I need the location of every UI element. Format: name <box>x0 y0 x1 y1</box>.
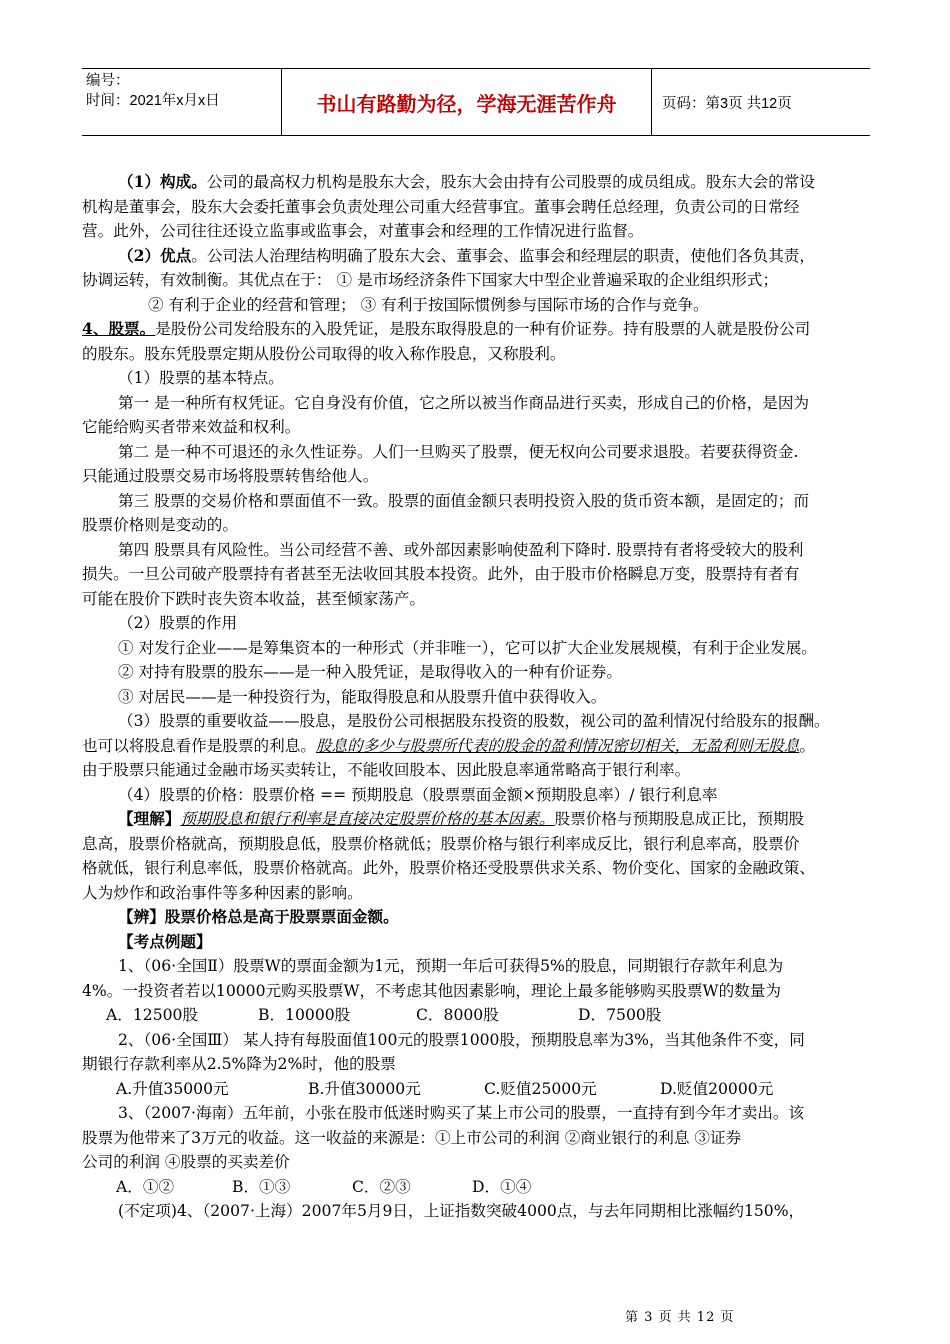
paragraph-line <box>82 244 872 269</box>
paragraph-line: 只能通过股票交易市场将股票转售给他人。 <box>82 467 379 485</box>
text: 也可以将股息看作是股票的利息。 <box>82 736 316 755</box>
paragraph-line: 第四 股票具有风险性。当公司经营不善、或外部因素影响使盈利下降时. 股票持有者将受较大的股利 <box>118 540 804 559</box>
paragraph-line: （3）股票的重要收益——股息，是股份公司根据股东投资的股数，视公司的盈利情况付给股东的报酬。 <box>118 712 830 730</box>
page-header <box>82 68 870 136</box>
question-line: 4%。一投资者若以10000元购买股票W，不考虑其他因素影响，理论上最多能够购买股票W的数量为 <box>82 981 781 1000</box>
paragraph-line: 损失。一旦公司破产股票持有者甚至无法收回其股本投资。此外，由于股市价格瞬息万变，股票持有者有 <box>82 565 800 583</box>
question-line: 3、（2007·海南）五年前，小张在股市低迷时购买了某上市公司的股票，一直持有到今年才卖出。该 <box>118 1104 805 1122</box>
paragraph-line: 协调运转，有效制衡。其优点在于： ① 是市场经济条件下国家大中型企业普遍采取的企业组织形式； <box>82 271 779 289</box>
question-line: 2、（06·全国Ⅲ） 某人持有每股面值100元的股票1000股，预期股息率为3%，当其他条件不变，同 <box>118 1030 805 1049</box>
question-line: 1、（06·全国Ⅱ）股票W的票面金额为1元，预期一年后可获得5%的股息，同期银行存款年利息为 <box>118 957 784 975</box>
subheading: （1）股票的基本特点。 <box>118 369 284 387</box>
question-line: 期银行存款利率从2.5%降为2%时，他的股票 <box>82 1055 396 1073</box>
text: 。 <box>799 736 815 755</box>
option: D．①④ <box>472 1177 532 1196</box>
bold-term: 【理解】 <box>118 809 181 828</box>
options-line <box>82 1175 872 1200</box>
number-label: 编号： <box>86 73 130 89</box>
text: 。公司法人治理结构明确了股东大会、董事会、监事会和经理层的职责，使他们各负其责， <box>191 246 815 265</box>
page-footer: 第 3 页 共 12 页 <box>625 1310 735 1325</box>
emphasis-text: 股息的多少与股票所代表的股金的盈利情况密切相关，无盈利则无股息 <box>315 736 800 755</box>
subheading: （2）股票的作用 <box>118 614 238 632</box>
option: B．10000股 <box>258 1006 351 1024</box>
header-page-label: 页码：第3页 共12页 <box>662 95 792 112</box>
list-item: ③ 对居民——是一种投资行为，能取得股息和从股票升值中获得收入。 <box>118 687 607 706</box>
paragraph-line: 第二 是一种不可退还的永久性证券。人们一旦购买了股票，便无权向公司要求退股。若要获得资金. <box>118 442 799 461</box>
option: A.升值35000元 <box>116 1079 229 1098</box>
header-motto: 书山有路勤为径，学海无涯苦作舟 <box>282 69 652 135</box>
paragraph-line: 机构是董事会，股东大会委托董事会负责处理公司重大经营事宜。董事会聘任总经理，负责公司的日常经 <box>82 197 800 216</box>
text: 股票价格与预期股息成正比，预期股 <box>554 810 805 828</box>
section-heading: 4、股票。 <box>82 319 156 338</box>
option: D．7500股 <box>578 1006 662 1024</box>
time-label: 时间：2021年x月x日 <box>86 93 220 109</box>
bold-term: （1）构成。 <box>118 172 207 191</box>
option: C．②③ <box>352 1177 411 1196</box>
bold-note: 【辨】股票价格总是高于股票票面金额。 <box>118 907 399 926</box>
paragraph-line: 息高，股票价格就高，预期股息低，股票价格就低；股票价格与银行利率成反比，银行利息率高，股票价 <box>82 834 800 853</box>
bold-heading: 【考点例题】 <box>118 931 212 951</box>
question-line: 公司的利润 ④股票的买卖差价 <box>82 1153 290 1171</box>
paragraph-line: 人为炒作和政治事件等多种因素的影响。 <box>82 883 363 902</box>
paragraph-line: 股票价格则是变动的。 <box>82 516 238 534</box>
option: B．①③ <box>232 1177 291 1196</box>
paragraph-line: 可能在股价下跌时丧失资本收益，甚至倾家荡产。 <box>82 589 426 608</box>
text: 公司的最高权力机构是股东大会，股东大会由持有公司股票的成员组成。股东大会的常设 <box>206 173 815 191</box>
option: A．12500股 <box>106 1006 199 1024</box>
list-item: ① 对发行企业——是筹集资本的一种形式（并非唯一），它可以扩大企业发展规模，有利于企业发展。 <box>118 638 817 657</box>
option: D.贬值20000元 <box>660 1079 774 1098</box>
paragraph-line <box>82 170 872 195</box>
paragraph-line: 的股东。股东凭股票定期从股份公司取得的收入称作股息，又称股利。 <box>82 344 566 363</box>
paragraph-line: 营。此外，公司往往还设立监事或监事会，对董事会和经理的工作情况进行监督。 <box>82 222 644 240</box>
paragraph-line: 第一 是一种所有权凭证。它自身没有价值，它之所以被当作商品进行买卖，形成自己的价格，是因为 <box>118 393 810 412</box>
option: A．①② <box>116 1177 175 1196</box>
body-text <box>82 170 872 1224</box>
options-line <box>82 1077 872 1102</box>
question-line: 股票为他带来了3万元的收益。这一收益的来源是：①上市公司的利润 ②商业银行的利息 ③证券 <box>82 1128 742 1147</box>
paragraph-line <box>82 317 872 342</box>
header-meta <box>82 69 282 135</box>
emphasis-text: 预期股息和银行利率是直接决定股票价格的基本因素。 <box>180 810 555 828</box>
paragraph-line: ② 有利于企业的经营和管理； ③ 有利于按国际惯例参与国际市场的合作与竞争。 <box>148 295 709 314</box>
paragraph-line: 格就低，银行利息率低，股票价格就高。此外，股票价格还受股票供求关系、物价变化、国家的金融政策、 <box>82 859 815 877</box>
paragraph-line: 由于股票只能通过金融市场买卖转让，不能收回股本、因此股息率通常略高于银行利率。 <box>82 761 691 779</box>
text: 是股份公司发给股东的入股凭证，是股东取得股息的一种有价证券。持有股票的人就是股份公司 <box>155 320 811 338</box>
paragraph-line: 它能给购买者带来效益和权利。 <box>82 418 301 436</box>
option: C．8000股 <box>416 1006 499 1024</box>
option: C.贬值25000元 <box>484 1079 597 1098</box>
options-line <box>82 1003 872 1028</box>
question-line: (不定项)4、（2007·上海）2007年5月9日，上证指数突破4000点，与去年同期相比涨幅约150%， <box>118 1202 805 1220</box>
paragraph-line <box>82 807 872 832</box>
bold-term: （2）优点 <box>118 245 192 265</box>
paragraph-line: 第三 股票的交易价格和票面值不一致。股票的面值金额只表明投资入股的货币资本额，是固定的；而 <box>118 491 810 510</box>
paragraph-line <box>82 734 872 759</box>
list-item: ② 对持有股票的股东——是一种入股凭证，是取得收入的一种有价证券。 <box>118 663 622 681</box>
formula-line: （4）股票的价格：股票价格 == 预期股息（股票票面金额×预期股息率）/ 银行利息率 <box>118 785 718 804</box>
option: B.升值30000元 <box>308 1079 421 1098</box>
